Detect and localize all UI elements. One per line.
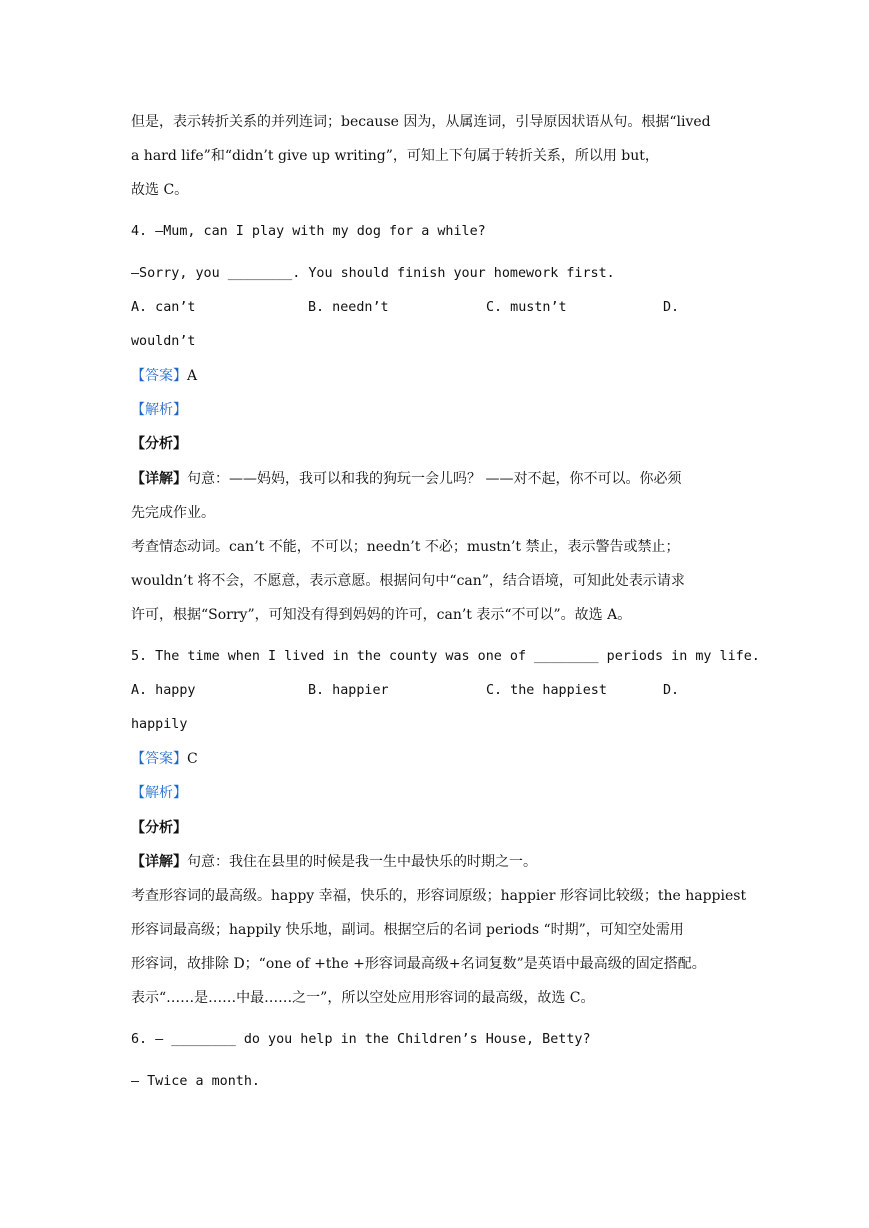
detail-text: 句意：我住在县里的时候是我一生中最快乐的时期之一。: [187, 854, 537, 870]
q4-detail-line: wouldn’t 将不会，不愿意，表示意愿。根据问句中“can”，结合语境，可知此处表示请求: [131, 573, 685, 589]
q5-detail-line: 形容词最高级；happily 快乐地，副词。根据空后的名词 periods “时期”，可知空处需用: [131, 922, 684, 938]
q4-detail-line: 考查情态动词。can’t 不能，不可以；needn’t 不必；mustn’t 禁止，表示警告或禁止；: [131, 539, 680, 555]
answer-tag: 【答案】: [131, 751, 187, 767]
q4-option-c: C. mustn’t: [486, 300, 567, 315]
q5-option-d: D.: [663, 683, 680, 698]
q3-explanation-line: 但是，表示转折关系的并列连词；because 因为，从属连词，引导原因状语从句。根据“lived: [131, 114, 711, 130]
q6-reply: — Twice a month.: [131, 1074, 260, 1089]
q4-option-a: A. can’t: [131, 300, 196, 315]
q5-option-b: B. happier: [308, 683, 389, 698]
q5-detail-line: 形容词，故排除 D；“one of +the +形容词最高级+名词复数”是英语中最高级的固定搭配。: [131, 956, 706, 972]
q4-option-d: D.: [663, 300, 680, 315]
q5-option-a: A. happy: [131, 683, 196, 698]
q5-question: 5. The time when I lived in the county was one of ________ periods in my life.: [131, 649, 760, 664]
answer-value: A: [187, 368, 198, 384]
q5-option-c: C. the happiest: [486, 683, 607, 698]
q4-detail-line: 先完成作业。: [131, 505, 215, 521]
detail-text: 句意：——妈妈，我可以和我的狗玩一会儿吗？ ——对不起，你不可以。你必须: [187, 471, 682, 487]
q4-answer: [131, 366, 738, 386]
q4-dialogue: —Sorry, you ________. You should finish your homework first.: [131, 266, 615, 281]
q4-question: 4. —Mum, can I play with my dog for a while?: [131, 224, 486, 239]
q6-question: 6. — ________ do you help in the Children’s House, Betty?: [131, 1032, 591, 1047]
q3-explanation-line: 故选 C。: [131, 182, 189, 198]
detail-tag: 【详解】: [131, 471, 187, 487]
q5-detail-line: 表示“……是……中最……之一”，所以空处应用形容词的最高级，故选 C。: [131, 990, 595, 1006]
q4-detail: [131, 469, 738, 489]
q4-analysis-tag: 【解析】: [131, 402, 187, 418]
q5-detail-line: 考查形容词的最高级。happy 幸福，快乐的，形容词原级；happier 形容词比较级；the happiest: [131, 888, 747, 904]
q4-option-b: B. needn’t: [308, 300, 389, 315]
q5-analysis-tag: 【解析】: [131, 785, 187, 801]
answer-tag: 【答案】: [131, 368, 187, 384]
q3-explanation-line: a hard life”和“didn’t give up writing”，可知上下句属于转折关系，所以用 but，: [131, 148, 659, 164]
q5-answer: [131, 749, 738, 769]
q5-option-d-text: happily: [131, 717, 188, 732]
detail-tag: 【详解】: [131, 854, 187, 870]
q5-detail: [131, 852, 738, 872]
q4-fenxi: 【分析】: [131, 436, 187, 452]
q4-option-d-text: wouldn’t: [131, 334, 196, 349]
answer-value: C: [187, 751, 198, 767]
q5-fenxi: 【分析】: [131, 820, 187, 836]
q4-detail-line: 许可，根据“Sorry”，可知没有得到妈妈的许可，can’t 表示“不可以”。故选 A。: [131, 607, 632, 623]
